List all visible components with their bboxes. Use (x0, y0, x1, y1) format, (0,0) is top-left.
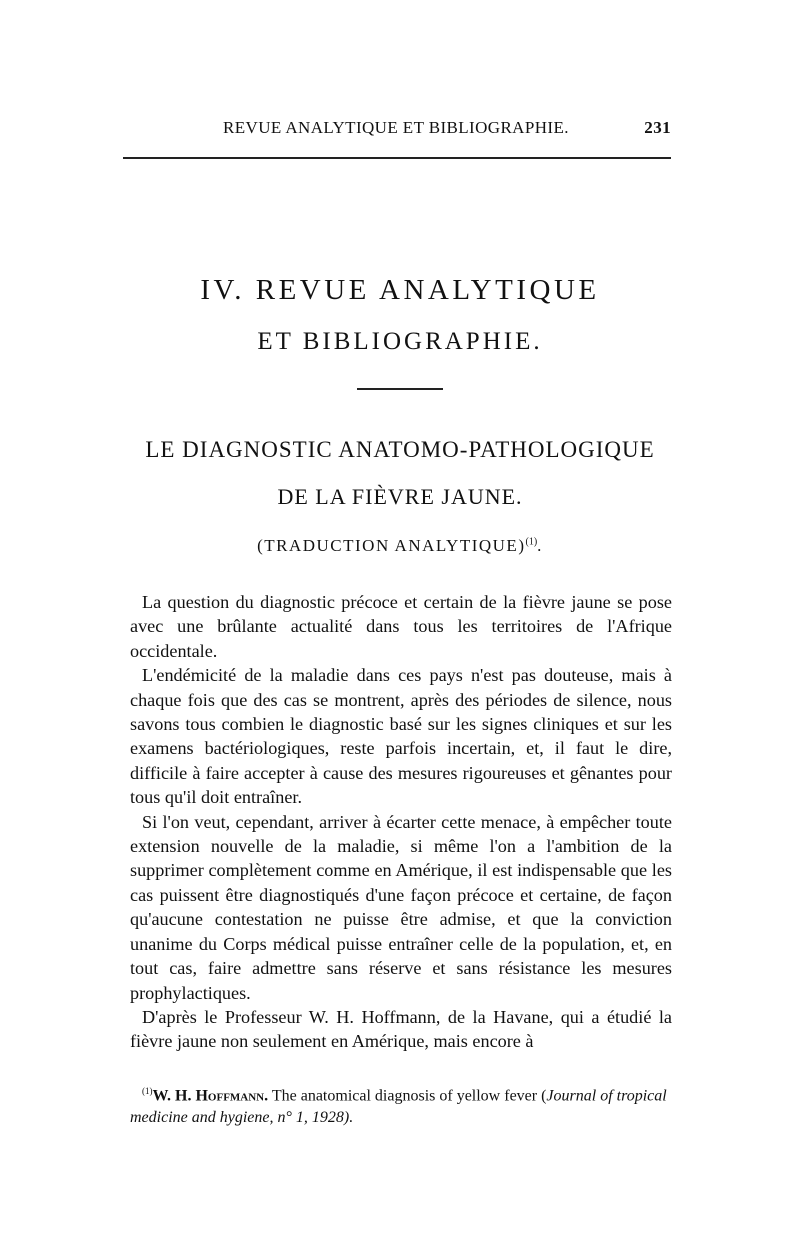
page-number: 231 (644, 118, 671, 137)
footnote-text: The anatomical diagnosis of yellow fever ( (268, 1087, 547, 1105)
body-paragraph: D'après le Professeur W. H. Hoffmann, de la Havane, qui a étudié la fièvre jaune non seulement en Amérique, mais encore à (130, 1006, 672, 1052)
running-head-title: REVUE ANALYTIQUE ET BIBLIOGRAPHIE. (223, 118, 569, 137)
article-subtitle (0, 536, 800, 556)
article-title-continued: DE LA FIÈVRE JAUNE. (277, 484, 523, 509)
footnote-journal: Journal of tropical medicine and hygiene, (130, 1087, 667, 1127)
body-paragraph: Si l'on veut, cependant, arriver à écarter cette menace, à empêcher toute extension nouvelle de la maladie, si même l'on a l'ambition de la supprimer complètement comme en Amérique, il est indispensable que les cas puissent être diagnostiqués d'une façon précoce et certaine, de façon qu'aucune contestation ne puisse être admise, et que la conviction unanime du Corps médical puisse entraîner celle de la population, et, en tout cas, faire admettre sans réserve et sans résistance les mesures prophylactiques. (130, 811, 672, 1003)
footnote (130, 1080, 672, 1129)
section-title: IV. REVUE ANALYTIQUE (200, 274, 600, 306)
body-paragraph: La question du diagnostic précoce et certain de la fièvre jaune se pose avec une brûlante actualité dans tous les territoires de l'Afrique occidentale. (130, 592, 672, 661)
article-subtitle-text: (TRADUCTION ANALYTIQUE) (257, 536, 526, 555)
article-body (130, 590, 672, 1054)
header-rule (123, 157, 671, 159)
footnote-author: W. H. Hoffmann. (152, 1087, 269, 1105)
footnote-reference[interactable]: (1) (525, 536, 538, 548)
title-separator-rule (357, 388, 443, 390)
body-paragraph: L'endémicité de la maladie dans ces pays n'est pas douteuse, mais à chaque fois que des cas se montrent, après des périodes de silence, nous savons tous combien le diagnostic basé sur les signes cliniques et sur les examens bactériologiques, reste parfois incertain, et, il faut le dire, difficile à faire accepter à cause des mesures rigoureuses et gênantes pour tous qu'il doit entraîner. (130, 665, 672, 808)
article-subtitle-tail: . (537, 536, 543, 555)
article-title: LE DIAGNOSTIC ANATOMO-PATHOLOGIQUE (145, 437, 655, 462)
footnote-mark: (1) (142, 1086, 153, 1096)
running-head (123, 118, 671, 142)
footnote-tail: n° 1, 1928). (273, 1109, 354, 1127)
section-title-continued: ET BIBLIOGRAPHIE. (257, 328, 543, 355)
